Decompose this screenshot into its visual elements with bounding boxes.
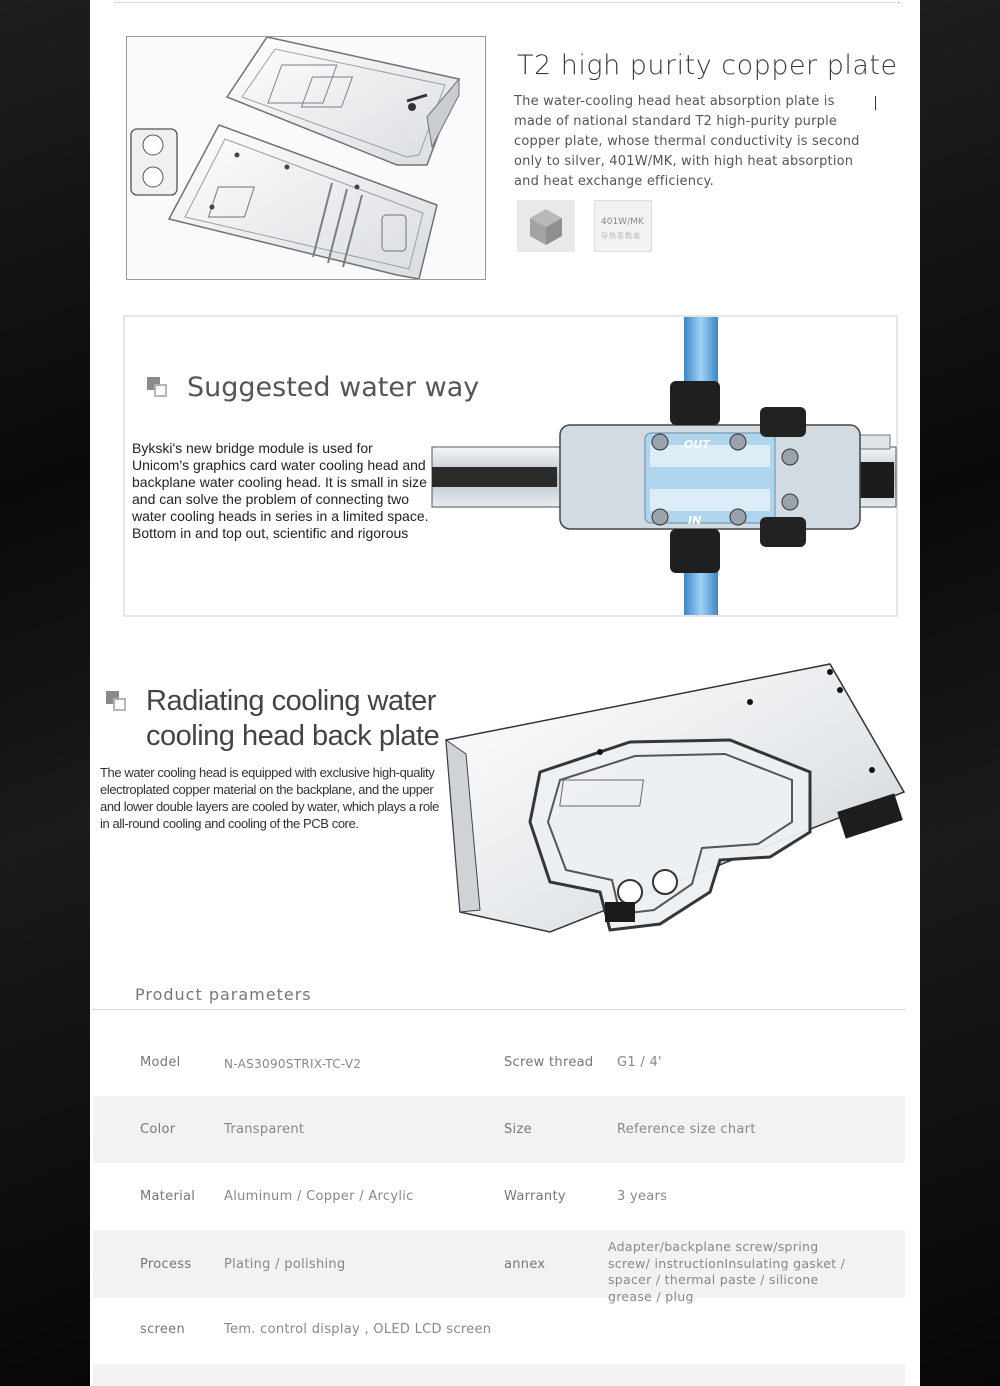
param-value: N-AS3090STRIX-TC-V2 [224, 1057, 362, 1071]
param-label: Material [140, 1189, 196, 1204]
param-row-footer [93, 1364, 905, 1386]
copper-plate-title: T2 high purity copper plate [517, 50, 898, 81]
water-way-description: Bykski's new bridge module is used for Unicom's graphics card water cooling head and backplane water cooling head. It is small in size and can solve the problem of connecting two water cooling heads in series in a limited space. Bottom in and top out, scientific and rigorous [132, 440, 429, 541]
param-value: Transparent [224, 1122, 305, 1137]
in-label: IN [688, 514, 702, 527]
bridge-module-image [430, 317, 898, 615]
copper-plate-description: The water-cooling head heat absorption plate is made of national standard T2 high-purity purple copper plate, whose thermal conductivity is second only to silver, 401W/MK, with high heat absorption and heat exchange efficiency. [514, 94, 860, 189]
param-value: Adapter/backplane screw/spring screw/ instructionInsulating gasket / spacer / thermal paste / silicone grease / plug [608, 1239, 846, 1304]
right-background [920, 0, 1000, 1386]
param-row-color [93, 1096, 905, 1163]
copper-plate-exploded-image [126, 36, 486, 280]
back-plate-title: Radiating cooling water cooling head back plate [146, 685, 440, 752]
back-plate-description: The water cooling head is equipped with exclusive high-quality electroplated copper material on the backplane, and the upper and lower double layers are cooled by water, which plays a role in all-round cooling and cooling of the PCB core. [100, 765, 440, 831]
param-label: Screw thread [504, 1055, 594, 1070]
product-parameters-title: Product parameters [135, 985, 312, 1004]
param-label: Process [140, 1257, 192, 1272]
text-marker [875, 96, 876, 110]
param-value: Tem. control display , OLED LCD screen [224, 1322, 492, 1337]
param-label: Size [504, 1122, 532, 1137]
section-icon-2 [106, 691, 128, 713]
param-value: 3 years [617, 1189, 668, 1204]
param-row-process [93, 1230, 905, 1304]
top-divider [115, 2, 900, 3]
param-label: screen [140, 1322, 186, 1337]
section-icon [147, 377, 169, 399]
param-row-screen [93, 1298, 905, 1364]
left-background [0, 0, 90, 1386]
param-value: Plating / polishing [224, 1257, 346, 1272]
badge-conductivity-caption: 导热系数高 [601, 232, 641, 240]
thermal-conductivity-badge [594, 200, 652, 252]
param-value: Reference size chart [617, 1122, 756, 1137]
param-row-model [93, 1029, 905, 1096]
back-plate-image [440, 662, 910, 962]
cube-icon [517, 200, 575, 252]
params-divider [93, 1009, 905, 1010]
param-value: G1 / 4' [617, 1055, 662, 1070]
param-label: Model [140, 1055, 181, 1070]
param-label: Warranty [504, 1189, 566, 1204]
out-label: OUT [684, 438, 710, 451]
param-value: Aluminum / Copper / Arcylic [224, 1189, 414, 1204]
product-detail-page [90, 0, 920, 1386]
water-way-title: Suggested water way [187, 372, 480, 403]
param-row-material [93, 1163, 905, 1230]
param-label: Color [140, 1122, 176, 1137]
param-label: annex [504, 1257, 546, 1272]
badge-conductivity-value: 401W/MK [601, 217, 644, 227]
